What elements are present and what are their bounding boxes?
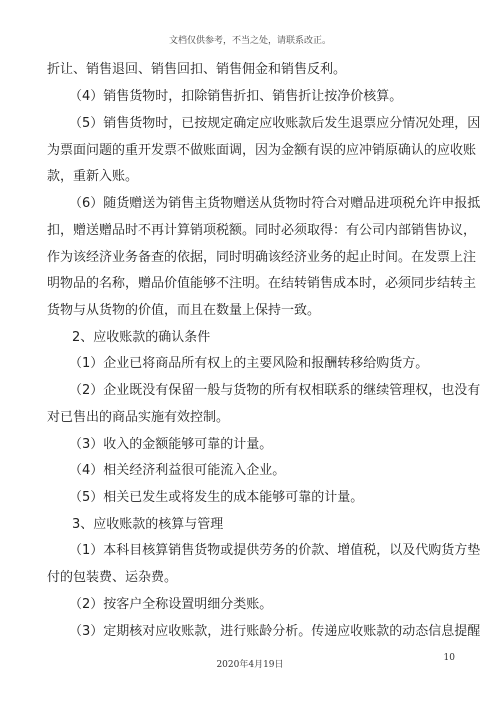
paragraph-line: （6）随货赠送为销售主货物赠送从货物时符合对赠品进项税允许申报抵 [69, 196, 481, 211]
paragraph-line: （3）收入的金额能够可靠的计量。 [69, 437, 273, 452]
paragraph-line: （3）定期核对应收账款，进行账龄分析。传递应收账款的动态信息提醒 [69, 624, 481, 639]
page-header-note: 文档仅供参考，不当之处，请联系改正。 [168, 36, 331, 46]
paragraph-line: 货物与从货物的价值，而且在数量上保持一致。 [47, 303, 321, 318]
footer-date: 2020年4月19日 [216, 660, 284, 670]
paragraph-line: 款，重新入账。 [47, 169, 139, 184]
paragraph-line: （2）按客户全称设置明细分类账。 [69, 597, 273, 612]
paragraph-line: 对已售出的商品实施有效控制。 [47, 410, 230, 425]
paragraph-line: 付的包装费、运杂费。 [47, 570, 178, 585]
paragraph-line: 为票面问题的重开发票不做账面调，因为金额有误的应冲销原确认的应收账 [47, 143, 477, 158]
paragraph-line: 折让、销售退回、销售回扣、销售佣金和销售反利。 [47, 62, 347, 77]
paragraph-line: 作为该经济业务备查的依据，同时明确该经济业务的起止时间。在发票上注 [47, 250, 477, 265]
paragraph-line: （4）相关经济利益很可能流入企业。 [69, 463, 286, 478]
paragraph-line: （2）企业既没有保留一般与货物的所有权相联系的继续管理权，也没有 [69, 383, 481, 398]
paragraph-line: （1）企业已将商品所有权上的主要风险和报酬转移给购货方。 [69, 356, 429, 371]
paragraph-line: 扣，赠送赠品时不再计算销项税额。同时必须取得：有公司内部销售协议， [47, 223, 477, 238]
section-heading: 2、应收账款的确认条件 [72, 330, 211, 345]
paragraph-line: （5）相关已发生或将发生的成本能够可靠的计量。 [69, 490, 364, 505]
section-heading: 3、应收账款的核算与管理 [72, 517, 224, 532]
page-number: 10 [443, 653, 455, 663]
paragraph-line: 明物品的名称，赠品价值能够不注明。在结转销售成本时，必须同步结转主 [47, 276, 477, 291]
paragraph-line: （4）销售货物时，扣除销售折扣、销售折让按净价核算。 [69, 89, 403, 104]
paragraph-line: （5）销售货物时，已按规定确定应收账款后发生退票应分情况处理，因 [69, 116, 481, 131]
paragraph-line: （1）本科目核算销售货物或提供劳务的价款、增值税，以及代购货方垫 [69, 543, 481, 558]
